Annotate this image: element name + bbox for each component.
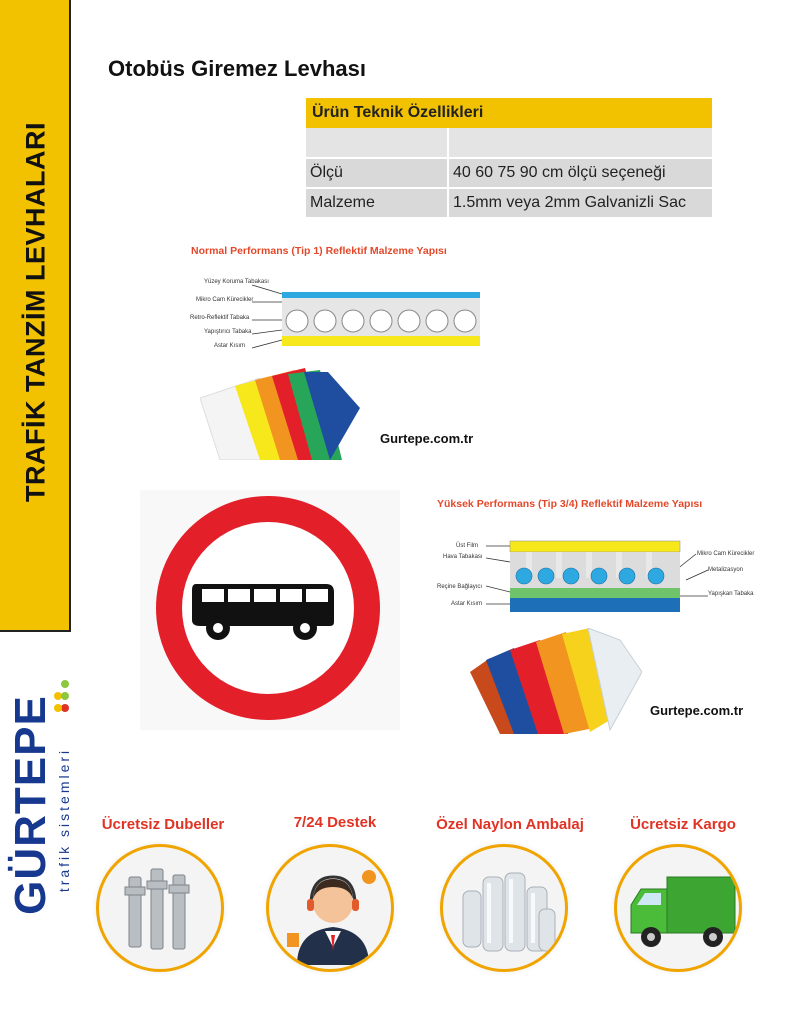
diagram1-layers-graphic	[252, 280, 484, 352]
diagram1-title: Normal Performans (Tip 1) Reflektif Malzeme Yapısı	[191, 245, 447, 257]
brand-logo[interactable]	[0, 670, 80, 920]
logo-wordmark: GÜRTEPE	[6, 695, 55, 915]
diagram2-label: Mikro Cam Kürecikler	[697, 551, 755, 557]
diagram1-label: Mikro Cam Kürecikler	[196, 297, 254, 303]
spec-cell-blank	[306, 128, 448, 158]
page-title: Otobüs Giremez Levhası	[108, 56, 366, 81]
spec-label-size: Ölçü	[306, 158, 448, 188]
spec-label-material: Malzeme	[306, 188, 448, 218]
spec-table-header-row	[306, 98, 712, 128]
diagram1-label: Retro-Reflektif Tabaka	[190, 315, 250, 321]
diagram2-caption: Gurtepe.com.tr	[650, 703, 744, 718]
feature-title-kargo: Ücretsiz Kargo	[630, 816, 736, 833]
feature-kargo	[614, 844, 742, 972]
diagram2-label: Reçine Bağlayıcı	[437, 584, 483, 590]
feature-title-ambalaj: Özel Naylon Ambalaj	[436, 816, 584, 833]
side-banner	[0, 0, 71, 632]
side-banner-text: TRAFİK TANZİM LEVHALARI	[20, 122, 51, 502]
logo-tagline: trafik sistemleri	[56, 747, 72, 893]
diagram2-label: Astar Kısım	[451, 601, 483, 607]
diagram2-sample-sheets-image	[470, 628, 642, 734]
spec-table	[306, 98, 712, 219]
spec-table-row	[306, 188, 712, 218]
feature-title-destek: 7/24 Destek	[293, 814, 377, 831]
diagram2-label: Yapışkan Tabaka	[708, 591, 754, 597]
spec-value-material: 1.5mm veya 2mm Galvanizli Sac	[448, 188, 712, 218]
diagram2-label: Metalizasyon	[708, 567, 744, 573]
spec-cell-blank	[448, 128, 712, 158]
diagram2-label: Üst Film	[456, 543, 478, 549]
delivery-truck-icon	[617, 847, 742, 972]
diagram1-label: Astar Kısım	[214, 343, 246, 349]
feature-title-dubeller: Ücretsiz Dubeller	[101, 816, 225, 833]
diagram2-title: Yüksek Performans (Tip 3/4) Reflektif Malzeme Yapısı	[437, 498, 703, 510]
spec-table-row	[306, 158, 712, 188]
diagram1-caption: Gurtepe.com.tr	[380, 431, 474, 446]
diagram1-sample-sheets-image	[200, 368, 360, 460]
diagram1-label: Yüzey Koruma Tabakası	[204, 279, 269, 285]
anchor-bolts-icon	[99, 847, 224, 972]
bus-prohibited-sign	[140, 490, 400, 730]
feature-dubeller	[96, 844, 224, 972]
spec-table-row	[306, 128, 712, 158]
diagram1-label: Yapıştırıcı Tabaka	[204, 329, 252, 335]
feature-destek	[266, 844, 394, 972]
diagram2-label: Hava Tabakası	[443, 554, 483, 560]
plastic-wrap-icon	[443, 847, 568, 972]
logo-dots-icon	[54, 678, 70, 714]
spec-table-header: Ürün Teknik Özellikleri	[306, 98, 712, 128]
support-agent-icon	[269, 847, 394, 972]
diagram2-layers-graphic	[486, 538, 708, 618]
spec-value-size: 40 60 75 90 cm ölçü seçeneği	[448, 158, 712, 188]
feature-ambalaj	[440, 844, 568, 972]
